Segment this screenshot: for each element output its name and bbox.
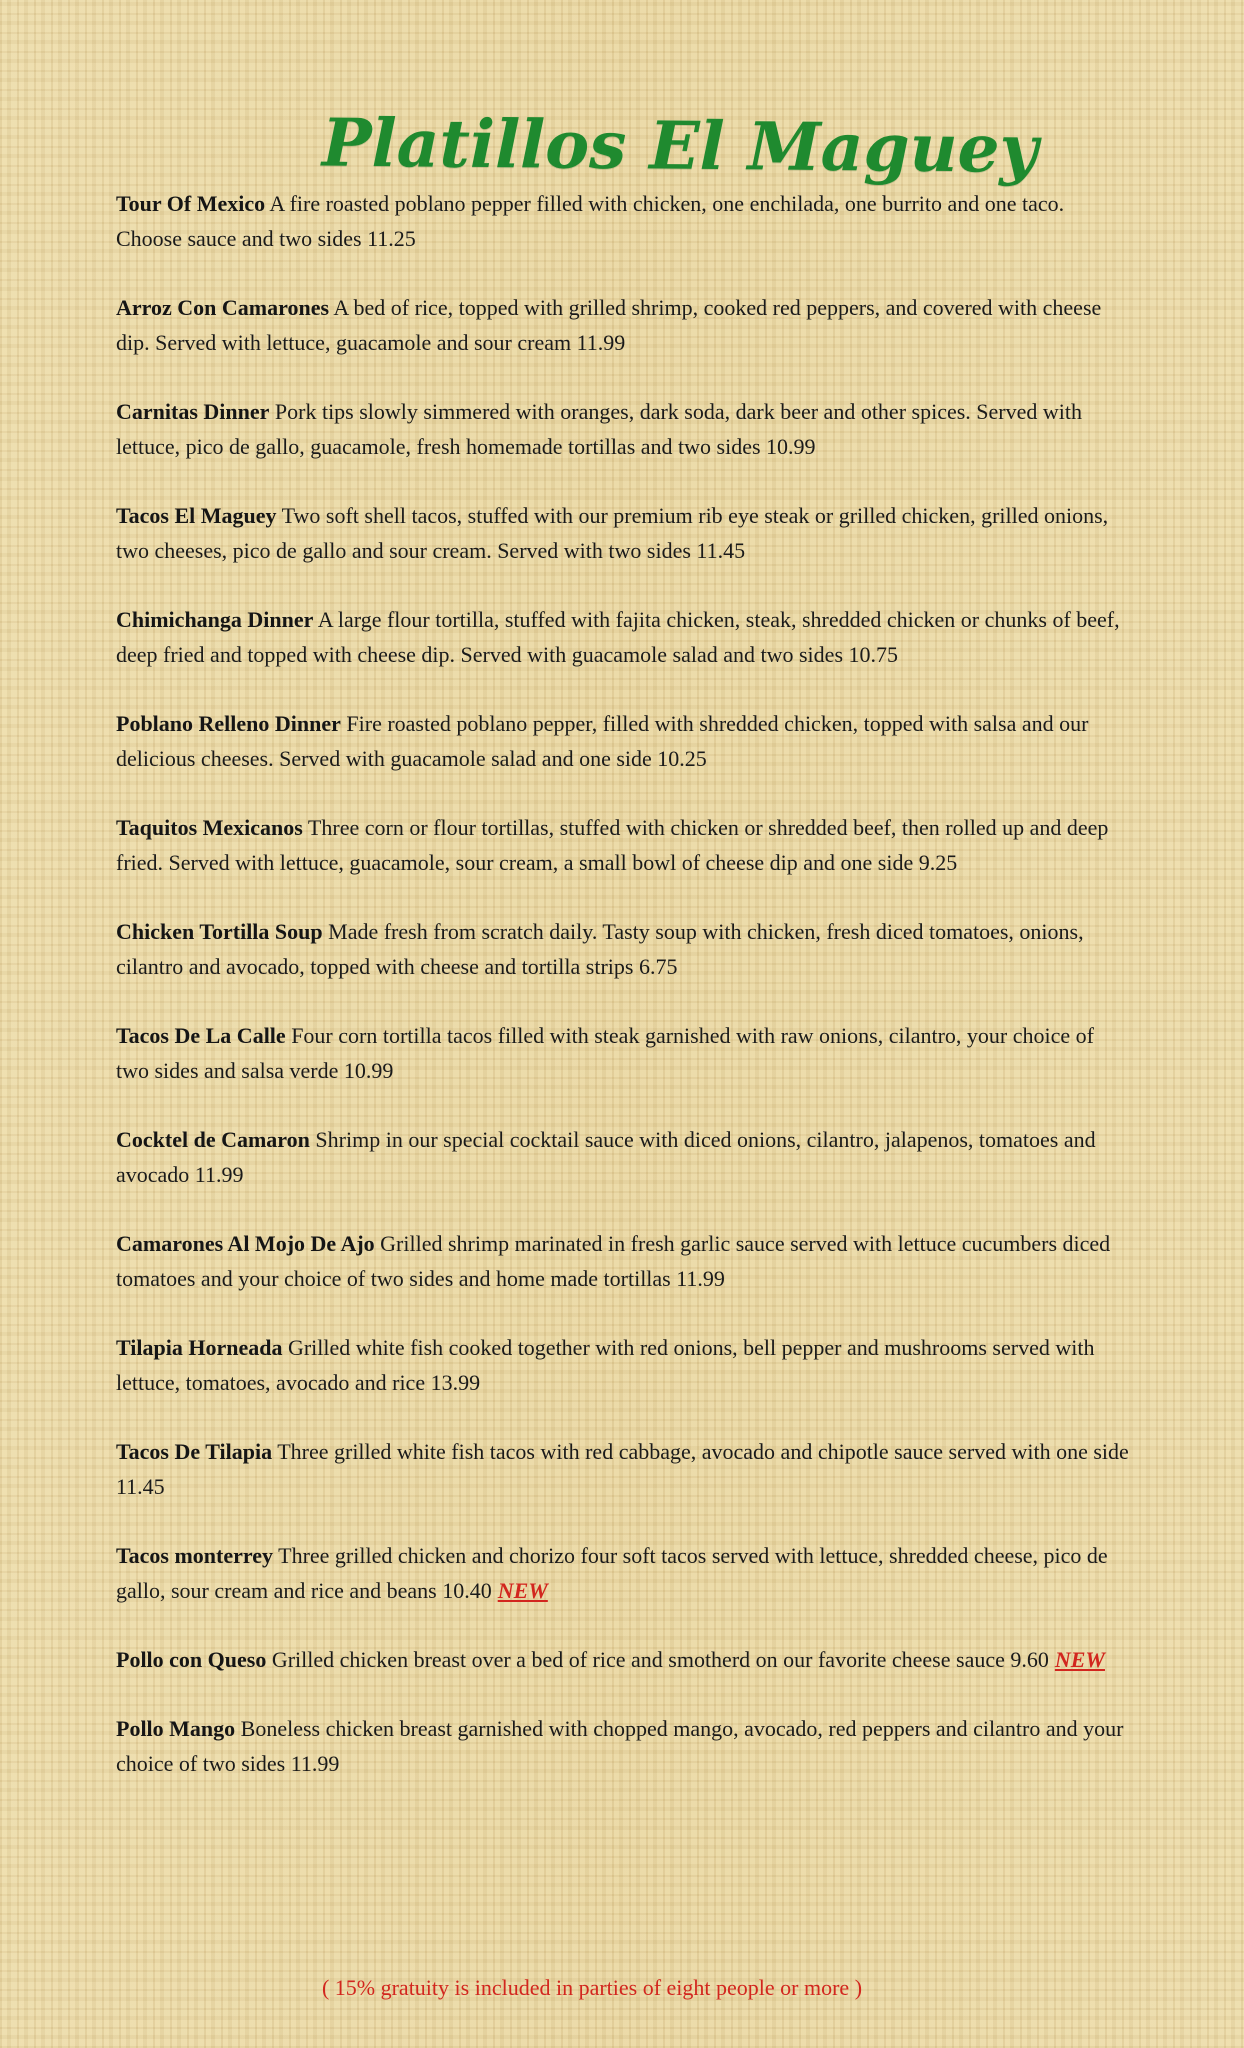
menu-item [116,1330,1132,1400]
menu-item [116,706,1132,776]
item-name: Carnitas Dinner [116,399,270,424]
item-name: Tilapia Horneada [116,1335,283,1360]
menu-item [116,1226,1132,1296]
item-name: Taquitos Mexicanos [116,815,303,840]
menu-item [116,394,1132,464]
menu-item [116,290,1132,360]
item-description: Four corn tortilla tacos filled with steak garnished with raw onions, cilantro, your choice of two sides and salsa verde 10.99 [116,1023,1094,1083]
item-description: A bed of rice, topped with grilled shrimp, cooked red peppers, and covered with cheese dip. Served with lettuce, guacamole and sour cream 11.99 [116,295,1102,355]
item-description: Grilled shrimp marinated in fresh garlic sauce served with lettuce cucumbers diced tomatoes and your choice of two sides and home made tortillas 11.99 [116,1231,1111,1291]
menu-item [116,602,1132,672]
menu-item [116,186,1132,256]
item-description: Shrimp in our special cocktail sauce with diced onions, cilantro, jalapenos, tomatoes and avocado 11.99 [116,1127,1096,1187]
menu-title: Platillos El Maguey [321,103,1039,189]
new-badge: NEW [497,1578,548,1603]
menu-item [116,810,1132,880]
item-description: Pork tips slowly simmered with oranges, dark soda, dark beer and other spices. Served with lettuce, pico de gallo, guacamole, fresh homemade tortillas and two sides 10.99 [116,399,1082,459]
menu-item [116,1538,1132,1608]
menu-item [116,914,1132,984]
item-description: A fire roasted poblano pepper filled with chicken, one enchilada, one burrito and one taco. Choose sauce and two sides 11.25 [116,191,1065,251]
item-description: A large flour tortilla, stuffed with fajita chicken, steak, shredded chicken or chunks of beef, deep fried and topped with cheese dip. Served with guacamole salad and two sides 10.75 [116,607,1120,667]
menu-item [116,1434,1132,1504]
menu-item [116,1711,1132,1781]
item-description: Three grilled chicken and chorizo four soft tacos served with lettuce, shredded cheese, pico de gallo, sour cream and rice and beans 10.40 [116,1543,1108,1603]
menu-item [116,1122,1132,1192]
item-description: Three grilled white fish tacos with red cabbage, avocado and chipotle sauce served with one side 11.45 [116,1439,1129,1499]
item-name: Tacos De Tilapia [116,1439,273,1464]
menu-item-list [116,186,1132,1781]
item-name: Tacos De La Calle [116,1023,286,1048]
item-description: Boneless chicken breast garnished with chopped mango, avocado, red peppers and cilantro and your choice of two sides 11.99 [116,1716,1124,1776]
item-description: Grilled white fish cooked together with red onions, bell pepper and mushrooms served with lettuce, tomatoes, avocado and rice 13.99 [116,1335,1095,1395]
item-name: Chimichanga Dinner [116,607,314,632]
item-name: Arroz Con Camarones [116,295,330,320]
item-name: Poblano Relleno Dinner [116,711,341,736]
menu-item [116,1018,1132,1088]
item-name: Camarones Al Mojo De Ajo [116,1231,375,1256]
item-description: Fire roasted poblano pepper, filled with shredded chicken, topped with salsa and our delicious cheeses. Served with guacamole salad and one side 10.25 [116,711,1089,771]
item-description: Grilled chicken breast over a bed of rice and smotherd on our favorite cheese sauce 9.60 [266,1647,1049,1672]
item-name: Chicken Tortilla Soup [116,919,323,944]
item-name: Pollo Mango [116,1716,236,1741]
item-name: Pollo con Queso [116,1647,267,1672]
item-description: Made fresh from scratch daily. Tasty soup with chicken, fresh diced tomatoes, onions, cilantro and avocado, topped with cheese and tortilla strips 6.75 [116,919,1084,979]
gratuity-note: ( 15% gratuity is included in parties of eight people or more ) [321,1975,863,2000]
item-description: Three corn or flour tortillas, stuffed with chicken or shredded beef, then rolled up and deep fried. Served with lettuce, guacamole, sour cream, a small bowl of cheese dip and one side 9.25 [116,815,1109,875]
item-name: Tacos monterrey [116,1543,274,1568]
item-name: Cocktel de Camaron [116,1127,310,1152]
item-name: Tour Of Mexico [116,191,266,216]
new-badge: NEW [1054,1647,1105,1672]
menu-item [116,498,1132,568]
menu-item [116,1642,1132,1677]
item-name: Tacos El Maguey [116,503,277,528]
item-description: Two soft shell tacos, stuffed with our premium rib eye steak or grilled chicken, grilled onions, two cheeses, pico de gallo and sour cream. Served with two sides 11.45 [116,503,1109,563]
